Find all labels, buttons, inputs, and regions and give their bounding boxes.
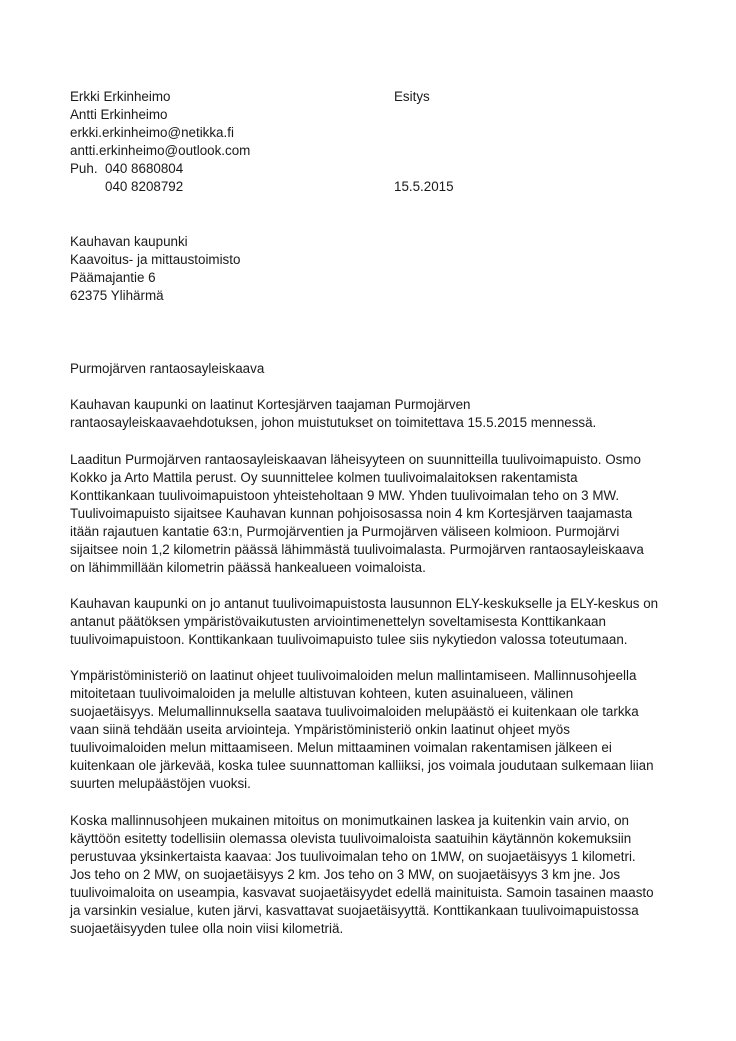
paragraph-line: kuitenkaan ole järkevää, koska tulee suunnattoman kalliiksi, jos voimala joudutaan sulkemaan liian: [70, 758, 654, 773]
paragraph-line: Kokko ja Arto Mattila perust. Oy suunnittelee kolmen tuulivoimalaitoksen rakentamista: [70, 470, 578, 485]
phone-label: Puh.: [70, 161, 98, 176]
paragraph-line: tuulivoimaloiden melun mittaamiseen. Melun mittaaminen voimalan rakentamisen jälkeen ei: [70, 740, 612, 755]
paragraph-line: vaan siinä tehdään useita arviointeja. Ympäristöministeriö onkin laatinut ohjeet myös: [70, 722, 570, 737]
paragraph-line: suurten melupäästöjen vuoksi.: [70, 776, 251, 791]
paragraph-line: on lähimmillään kilometrin päässä hankealueen voimaloista.: [70, 560, 426, 575]
recipient-line-1: Kauhavan kaupunki: [70, 234, 188, 249]
paragraph-line: antanut päätöksen ympäristövaikutusten arviointimenettelyn soveltamisesta Konttikankaan: [70, 614, 606, 629]
paragraph-line: mitoitetaan tuulivoimaloiden ja melulle altistuvan kohteen, kuten asuinalueen, välinen: [70, 686, 574, 701]
document-type: Esitys: [394, 89, 430, 104]
paragraph-line: Jos teho on 2 MW, on suojaetäisyys 2 km. Jos teho on 3 MW, on suojaetäisyys 3 km jne. Jos: [70, 867, 621, 882]
paragraph-line: Laaditun Purmojärven rantaosayleiskaavan läheisyyteen on suunnitteilla tuulivoimapuisto. Osmo: [70, 452, 641, 467]
paragraph-line: tuulivoimaloita on useampia, kasvavat suojaetäisyydet edellä mainituista. Samoin tasainen maasto: [70, 885, 654, 900]
paragraph-line: suojaetäisyyden tulee olla noin viisi kilometriä.: [70, 921, 344, 936]
sender-email-1: erkki.erkinheimo@netikka.fi: [70, 125, 234, 140]
sender-email-2: antti.erkinheimo@outlook.com: [70, 143, 251, 158]
sender-name-1: Erkki Erkinheimo: [70, 89, 171, 104]
phone-number-1: 040 8680804: [105, 161, 184, 176]
paragraph-line: perustuvaa yksinkertaista kaavaa: Jos tuulivoimalan teho on 1MW, on suojaetäisyys 1 kilometri.: [70, 849, 636, 864]
paragraph-line: Konttikankaan tuulivoimapuistoon yhteisteholtaan 9 MW. Yhden tuulivoimalan teho on 3 MW.: [70, 488, 620, 503]
paragraph-4: [70, 667, 670, 793]
paragraph-line: ja varsinkin vesialue, kuten järvi, kasvattavat suojaetäisyyttä. Konttikankaan tuulivoimapuistossa: [70, 903, 639, 918]
paragraph-line: Ympäristöministeriö on laatinut ohjeet tuulivoimaloiden melun mallintamiseen. Mallinnusohjeella: [70, 668, 637, 683]
phone-number-2: 040 8208792: [105, 179, 184, 194]
paragraph-5: [70, 812, 670, 938]
recipient-line-3: Päämajantie 6: [70, 270, 156, 285]
paragraph-1: [70, 396, 670, 432]
paragraph-3: [70, 595, 670, 649]
paragraph-line: suojaetäisyys. Melumallinnuksella saatava tuulivoimaloiden melupäästö ei kuitenkaan ole tarkka: [70, 704, 639, 719]
paragraph-line: Kauhavan kaupunki on jo antanut tuulivoimapuistosta lausunnon ELY-keskukselle ja ELY-keskus on: [70, 596, 659, 611]
paragraph-line: käyttöön esitetty todellisiin olemassa olevista tuulivoimaloista saatuihin käytännön kokemuksiin: [70, 831, 632, 846]
paragraph-line: rantaosayleiskaavaehdotuksen, johon muistutukset on toimitettava 15.5.2015 mennessä.: [70, 415, 597, 430]
paragraph-line: itään rajautuen kantatie 63:n, Purmojärventien ja Purmojärven väliseen kolmioon. Purmojärvi: [70, 524, 620, 539]
paragraph-line: Tuulivoimapuisto sijaitsee Kauhavan kunnan pohjoisosassa noin 4 km Kortesjärven taajamasta: [70, 506, 633, 521]
paragraph-line: Kauhavan kaupunki on laatinut Kortesjärven taajaman Purmojärven: [70, 397, 471, 412]
paragraph-line: tuulivoimapuistoon. Konttikankaan tuulivoimapuisto tulee siis nykytiedon valossa toteutumaan.: [70, 632, 628, 647]
sender-name-2: Antti Erkinheimo: [70, 107, 168, 122]
paragraph-line: Koska mallinnusohjeen mukainen mitoitus on monimutkainen laskea ja kuitenkin vain arvio, on: [70, 813, 629, 828]
recipient-line-2: Kaavoitus- ja mittaustoimisto: [70, 252, 241, 267]
document-date: 15.5.2015: [394, 179, 454, 194]
recipient-line-4: 62375 Ylihärmä: [70, 288, 164, 303]
paragraph-line: sijaitsee noin 1,2 kilometrin päässä lähimmästä tuulivoimalasta. Purmojärven rantaosayleiskaava: [70, 542, 644, 557]
paragraph-2: [70, 451, 670, 577]
letter-subject: Purmojärven rantaosayleiskaava: [70, 361, 265, 376]
